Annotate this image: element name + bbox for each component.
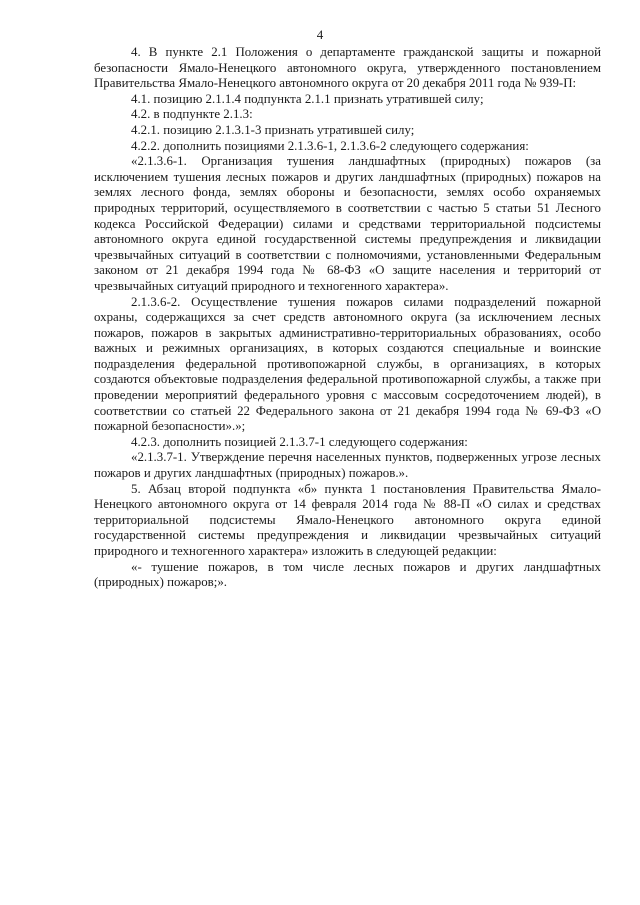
paragraph-4-1: 4.1. позицию 2.1.1.4 подпункта 2.1.1 признать утратившей силу; — [131, 91, 484, 106]
paragraph-2-1-3-6-1: «2.1.3.6-1. Организация тушения ландшафтных (природных) пожаров (за исключением тушения лесных пожаров и других ландшафтных (природных) пожаров на землях лесного фонда, землях обороны и безопасности, землях особо охраняемых природных территорий, осуществляемого в соответствии с частью 5 статьи 51 Лесного кодекса Российской Федерации) силами и средствами территориальной подсистемы автономного округа единой государственной системы предупреждения и ликвидации чрезвычайных ситуаций в соответствии с полномочиями, установленными Федеральным законом от 21 декабря 1994 года № 68-ФЗ «О защите населения и территорий от чрезвычайных ситуаций природного и техногенного характера». — [94, 154, 601, 293]
paragraph-5: 5. Абзац второй подпункта «б» пункта 1 постановления Правительства Ямало-Ненецкого автономного округа от 14 февраля 2014 года № 88-П «О силах и средствах территориальной подсистемы Ямало-Ненецкого автономного округа единой государственной системы предупреждения и ликвидации чрезвычайных ситуаций природного и техногенного характера» изложить в следующей редакции: — [94, 481, 601, 558]
paragraph-4-2: 4.2. в подпункте 2.1.3: — [131, 107, 253, 122]
document-body — [94, 45, 601, 591]
page-number: 4 — [316, 27, 324, 42]
paragraph-5-new-text: «- тушение пожаров, в том числе лесных пожаров и других ландшафтных (природных) пожаров;». — [94, 559, 601, 590]
paragraph-2-1-3-6-2: 2.1.3.6-2. Осуществление тушения пожаров силами подразделений пожарной охраны, содержащихся за счет средств автономного округа (за исключением лесных пожаров, пожаров в закрытых административно-территориальных образованиях, особо важных и режимных организациях, в которых создаются специальные и воинские подразделения федеральной противопожарной службы, в организациях, в которых создаются объектовые подразделения федеральной противопожарной службы, а также при проведении мероприятий федерального уровня с массовым сосредоточением людей), в соответствии со статьей 22 Федерального закона от 21 декабря 1994 года № 69-ФЗ «О пожарной безопасности».»; — [94, 294, 601, 434]
paragraph-2-1-3-7-1: «2.1.3.7-1. Утверждение перечня населенных пунктов, подверженных угрозе лесных пожаров и других ландшафтных (природных) пожаров.». — [94, 450, 601, 481]
paragraph-4-2-1: 4.2.1. позицию 2.1.3.1-3 признать утратившей силу; — [131, 122, 415, 137]
paragraph-4-2-3: 4.2.3. дополнить позицией 2.1.3.7-1 следующего содержания: — [131, 434, 468, 449]
paragraph-4: 4. В пункте 2.1 Положения о департаменте гражданской защиты и пожарной безопасности Ямало-Ненецкого автономного округа, утвержденного постановлением Правительства Ямало-Ненецкого автономного округа от 20 декабря 2011 года № 939-П: — [94, 45, 601, 91]
paragraph-4-2-2: 4.2.2. дополнить позициями 2.1.3.6-1, 2.1.3.6-2 следующего содержания: — [131, 138, 529, 153]
